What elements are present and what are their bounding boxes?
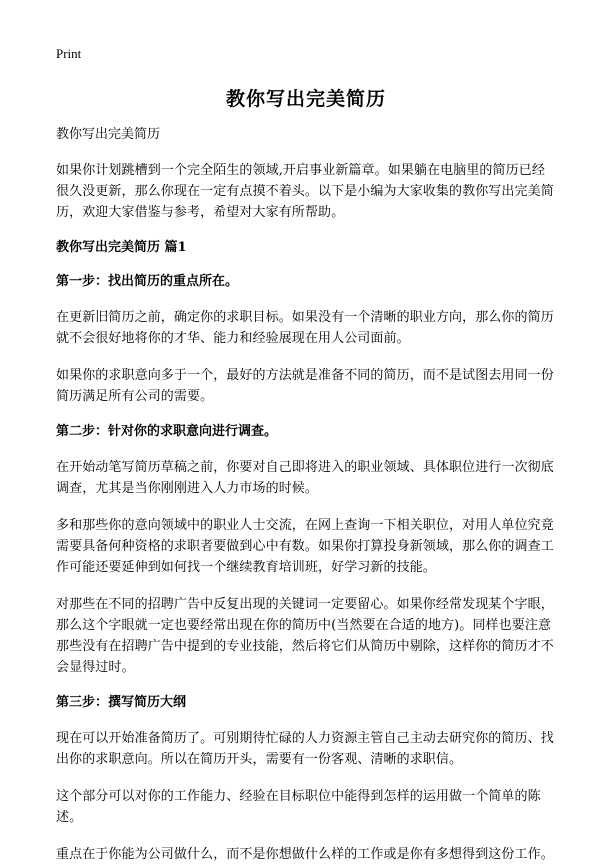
step2-paragraph-3: 对那些在不同的招聘广告中反复出现的关键词一定要留心。如果你经常发现某个字眼，那么这个字眼就一定也要经常出现在你的简历中(当然要在合适的地方)。同样也要注意那些没有在招聘广告中提到的专业技能，然后将它们从简历中剔除，这样你的简历才不会显得过时。	[56, 597, 554, 675]
print-label: Print	[56, 46, 82, 61]
step1-heading: 第一步：找出简历的重点所在。	[56, 274, 239, 289]
step3-paragraph-1: 现在可以开始准备简历了。可别期待忙碌的人力资源主管自己主动去研究你的简历、找出你的求职意向。所以在简历开头，需要有一份客观、清晰的求职信。	[56, 731, 554, 767]
step3-paragraph-3: 重点在于你能为公司做什么，而不是你想做什么样的工作或是你有多想得到这份工作。	[56, 847, 554, 862]
step1-paragraph-1: 在更新旧简历之前，确定你的求职目标。如果没有一个清晰的职业方向，那么你的简历就不会很好地将你的才华、能力和经验展现在用人公司面前。	[56, 310, 554, 346]
step2-paragraph-2: 多和那些你的意向领域中的职业人士交流，在网上查询一下相关职位，对用人单位究竟需要具备何种资格的求职者要做到心中有数。如果你打算投身新领域，那么你的调查工作可能还要延伸到如何找一个继续教育培训班，好学习新的技能。	[56, 518, 554, 575]
step3-heading: 第三步：撰写简历大纲	[56, 695, 187, 710]
document-page	[56, 46, 556, 865]
step3-paragraph-2: 这个部分可以对你的工作能力、经验在目标职位中能得到怎样的运用做一个简单的陈述。	[56, 789, 541, 825]
step1-paragraph-2: 如果你的求职意向多于一个，最好的方法就是准备不同的简历，而不是试图去用同一份简历满足所有公司的需要。	[56, 368, 554, 404]
document-subtitle: 教你写出完美简历	[56, 127, 161, 142]
intro-paragraph: 如果你计划跳槽到一个完全陌生的领域,开启事业新篇章。如果躺在电脑里的简历已经很久没更新，那么你现在一定有点摸不着头。以下是小编为大家收集的教你写出完美简历，欢迎大家借鉴与参考，希望对大家有所帮助。	[56, 163, 554, 220]
step2-heading: 第二步：针对你的求职意向进行调查。	[56, 424, 278, 439]
page-title: 教你写出完美简历	[225, 88, 386, 110]
part-heading: 教你写出完美简历 篇1	[56, 240, 187, 255]
step2-paragraph-1: 在开始动笔写简历草稿之前，你要对自己即将进入的职业领域、具体职位进行一次彻底调查，尤其是当你刚刚进入人力市场的时候。	[56, 460, 554, 496]
